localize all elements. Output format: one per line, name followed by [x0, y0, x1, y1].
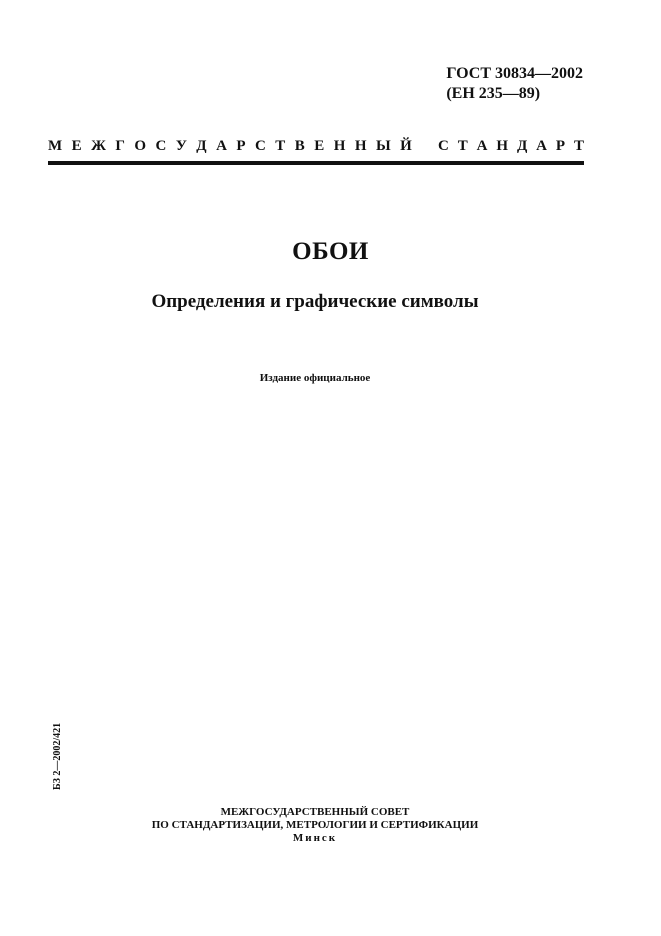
header-word2-letter: Д [516, 138, 528, 154]
publisher-city: Минск [292, 832, 338, 844]
header-word2-letter: Р [555, 138, 566, 154]
en-number: (ЕН 235—89) [446, 85, 541, 102]
header-rule [48, 161, 584, 165]
header-word1-letter: Е [71, 138, 82, 154]
header-word1-letter: Ы [375, 138, 391, 154]
document-subtitle: Определения и графические символы [151, 291, 479, 312]
header-word-standard [438, 138, 584, 155]
header-word2-letter: А [536, 138, 547, 154]
header-word2-letter: Т [457, 138, 468, 154]
header-word1-letter: У [175, 138, 187, 154]
publisher-block [0, 806, 630, 845]
publisher-line-1: МЕЖГОСУДАРСТВЕННЫЙ СОВЕТ [220, 806, 410, 818]
header-word2-letter: А [476, 138, 488, 154]
header-word1-letter: Н [333, 138, 346, 154]
publisher-line-2: ПО СТАНДАРТИЗАЦИИ, МЕТРОЛОГИИ И СЕРТИФИКАЦИИ [151, 819, 479, 831]
document-title: ОБОИ [292, 238, 369, 265]
header-word1-letter: Р [236, 138, 246, 154]
header-word2-letter: Т [573, 138, 584, 154]
header-word2-letter: Н [496, 138, 509, 154]
header-word1-letter: Д [196, 138, 207, 154]
header-word1-letter: А [216, 138, 227, 154]
header-word1-letter: В [294, 138, 305, 154]
document-code [446, 64, 583, 104]
header-word1-letter: Й [400, 138, 412, 154]
header-word1-letter: С [155, 138, 167, 154]
header-word1-letter: Е [314, 138, 325, 154]
header-word1-letter: Ж [91, 138, 106, 154]
header-word1-letter: Т [275, 138, 286, 154]
side-catalog-code: БЗ 2—2002/421 [52, 722, 63, 790]
header-word2-letter: С [438, 138, 449, 154]
edition-note: Издание официальное [259, 372, 371, 384]
header-word1-letter: Г [115, 138, 125, 154]
gost-number: ГОСТ 30834—2002 [446, 65, 583, 82]
header-word1-letter: М [48, 138, 63, 154]
header-word1-letter: Н [354, 138, 367, 154]
header-word-interstate [48, 138, 412, 155]
header-word1-letter: О [134, 138, 147, 154]
header-word1-letter: С [254, 138, 266, 154]
